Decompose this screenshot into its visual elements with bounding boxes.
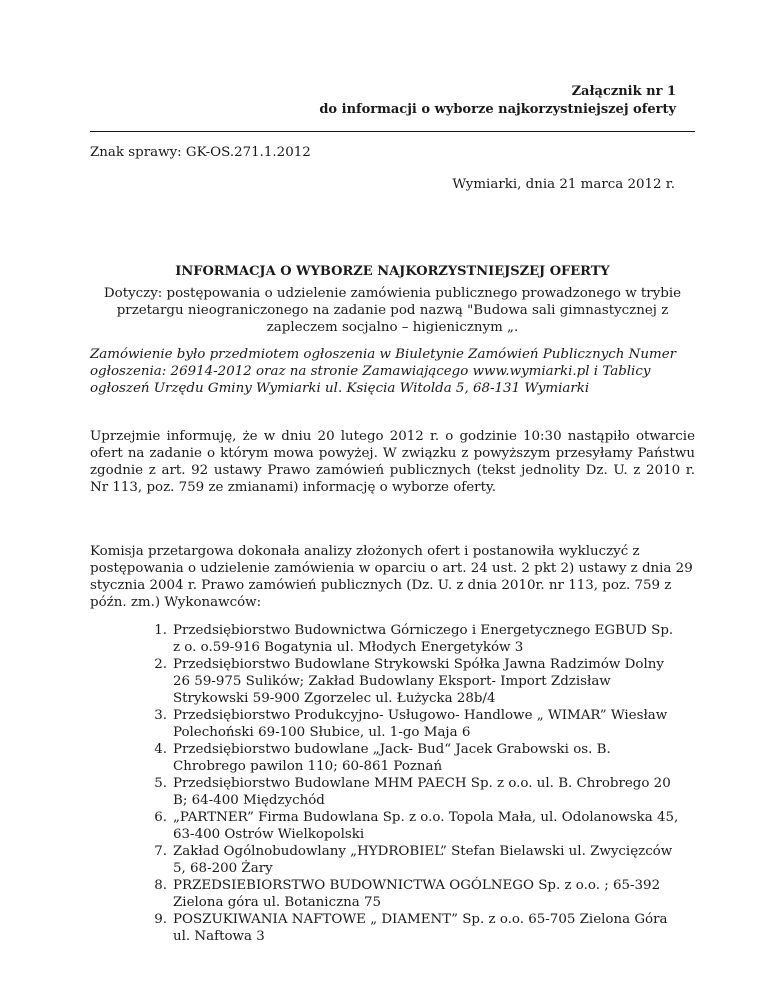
list-item-number: 7. <box>154 844 167 859</box>
attachment-number: Załącznik nr 1 <box>571 84 676 99</box>
list-item-number: 6. <box>154 810 167 825</box>
list-item-text: Przedsiębiorstwo Budowlane MHM PAECH Sp. z o.o. ul. B. Chrobrego 20 B; 64-400 Międzychód <box>173 776 671 808</box>
list-item-number: 1. <box>154 623 167 638</box>
attachment-description: do informacji o wyborze najkorzystniejszej oferty <box>319 102 676 117</box>
excluded-contractors-list <box>133 622 681 945</box>
list-item-text: Zakład Ogólnobudowlany „HYDROBIEL” Stefan Bielawski ul. Zwycięzców 5, 68-200 Żary <box>173 844 673 876</box>
list-item <box>133 741 681 775</box>
list-item <box>133 911 681 945</box>
opening-paragraph: Uprzejmie informuję, że w dniu 20 lutego 2012 r. o godzinie 10:30 nastąpiło otwarcie ofert na zadanie o którym mowa powyżej. W związku z powyższym przesyłamy Państwu zgodnie z art. 92 ustawy Prawo zamówień publicznych (tekst jednolity Dz. U. z 2010 r. Nr 113, poz. 759 ze zmianami) informację o wyborze oferty. <box>90 429 695 495</box>
list-item <box>133 809 681 843</box>
publication-notice: Zamówienie było przedmiotem ogłoszenia w Biuletynie Zamówień Publicznych Numer ogłoszenia: 26914-2012 oraz na stronie Zamawiającego www.wymiarki.pl i Tablicy ogłoszeń Urzędu Gminy Wymiarki ul. Księcia Witolda 5, 68-131 Wymiarki <box>90 347 677 396</box>
exclusion-paragraph: Komisja przetargowa dokonała analizy złożonych ofert i postanowiła wykluczyć z postępowania o udzielenie zamówienia w oparciu o art. 24 ust. 2 pkt 2) ustawy z dnia 29 stycznia 2004 r. Prawo zamówień publicznych (Dz. U. z dnia 2010r. nr 113, poz. 759 z późn. zm.) Wykonawców: <box>90 544 693 610</box>
list-item-number: 5. <box>154 776 167 791</box>
list-item-text: POSZUKIWANIA NAFTOWE „ DIAMENT” Sp. z o.o. 65-705 Zielona Góra ul. Naftowa 3 <box>173 912 668 944</box>
list-item-text: „PARTNER” Firma Budowlana Sp. z o.o. Topola Mała, ul. Odolanowska 45, 63-400 Ostrów Wielkopolski <box>173 810 679 842</box>
case-reference: Znak sprawy: GK-OS.271.1.2012 <box>90 145 311 160</box>
list-item-number: 8. <box>154 878 167 893</box>
attachment-header <box>319 83 676 119</box>
list-item <box>133 877 681 911</box>
list-item <box>133 656 681 707</box>
list-item <box>133 622 681 656</box>
list-item-text: Przedsiębiorstwo Budowlane Strykowski Spółka Jawna Radzimów Dolny 26 59-975 Sulików; Zakład Budowlany Eksport- Import Zdzisław Strykowski 59-900 Zgorzelec ul. Łużycka 28b/4 <box>173 657 664 706</box>
list-item-number: 4. <box>154 742 167 757</box>
list-item <box>133 843 681 877</box>
list-item-text: Przedsiębiorstwo budowlane „Jack- Bud“ Jacek Grabowski os. B. Chrobrego pawilon 110; 60-861 Poznań <box>173 742 611 774</box>
list-item <box>133 775 681 809</box>
list-item-number: 2. <box>154 657 167 672</box>
list-item-text: PRZEDSIEBIORSTWO BUDOWNICTWA OGÓLNEGO Sp. z o.o. ; 65-392 Zielona góra ul. Botaniczna 75 <box>173 878 661 910</box>
header-divider <box>90 131 695 132</box>
list-item <box>133 707 681 741</box>
list-item-number: 9. <box>154 912 167 927</box>
document-title: INFORMACJA O WYBORZE NAJKORZYSTNIEJSZEJ OFERTY <box>175 264 610 279</box>
list-item-text: Przedsiębiorstwo Budownictwa Górniczego i Energetycznego EGBUD Sp. z o. o.59-916 Bogatynia ul. Młodych Energetyków 3 <box>173 623 674 655</box>
list-item-number: 3. <box>154 708 167 723</box>
subject-line: Dotyczy: postępowania o udzielenie zamówienia publicznego prowadzonego w trybie przetargu nieograniczonego na zadanie pod nazwą "Budowa sali gimnastycznej z zapleczem socjalno – higienicznym „. <box>103 286 682 335</box>
list-item-text: Przedsiębiorstwo Produkcyjno- Usługowo- Handlowe „ WIMAR” Wiesław Polechoński 69-100 Słubice, ul. 1-go Maja 6 <box>173 708 668 740</box>
document-date: Wymiarki, dnia 21 marca 2012 r. <box>452 177 675 192</box>
